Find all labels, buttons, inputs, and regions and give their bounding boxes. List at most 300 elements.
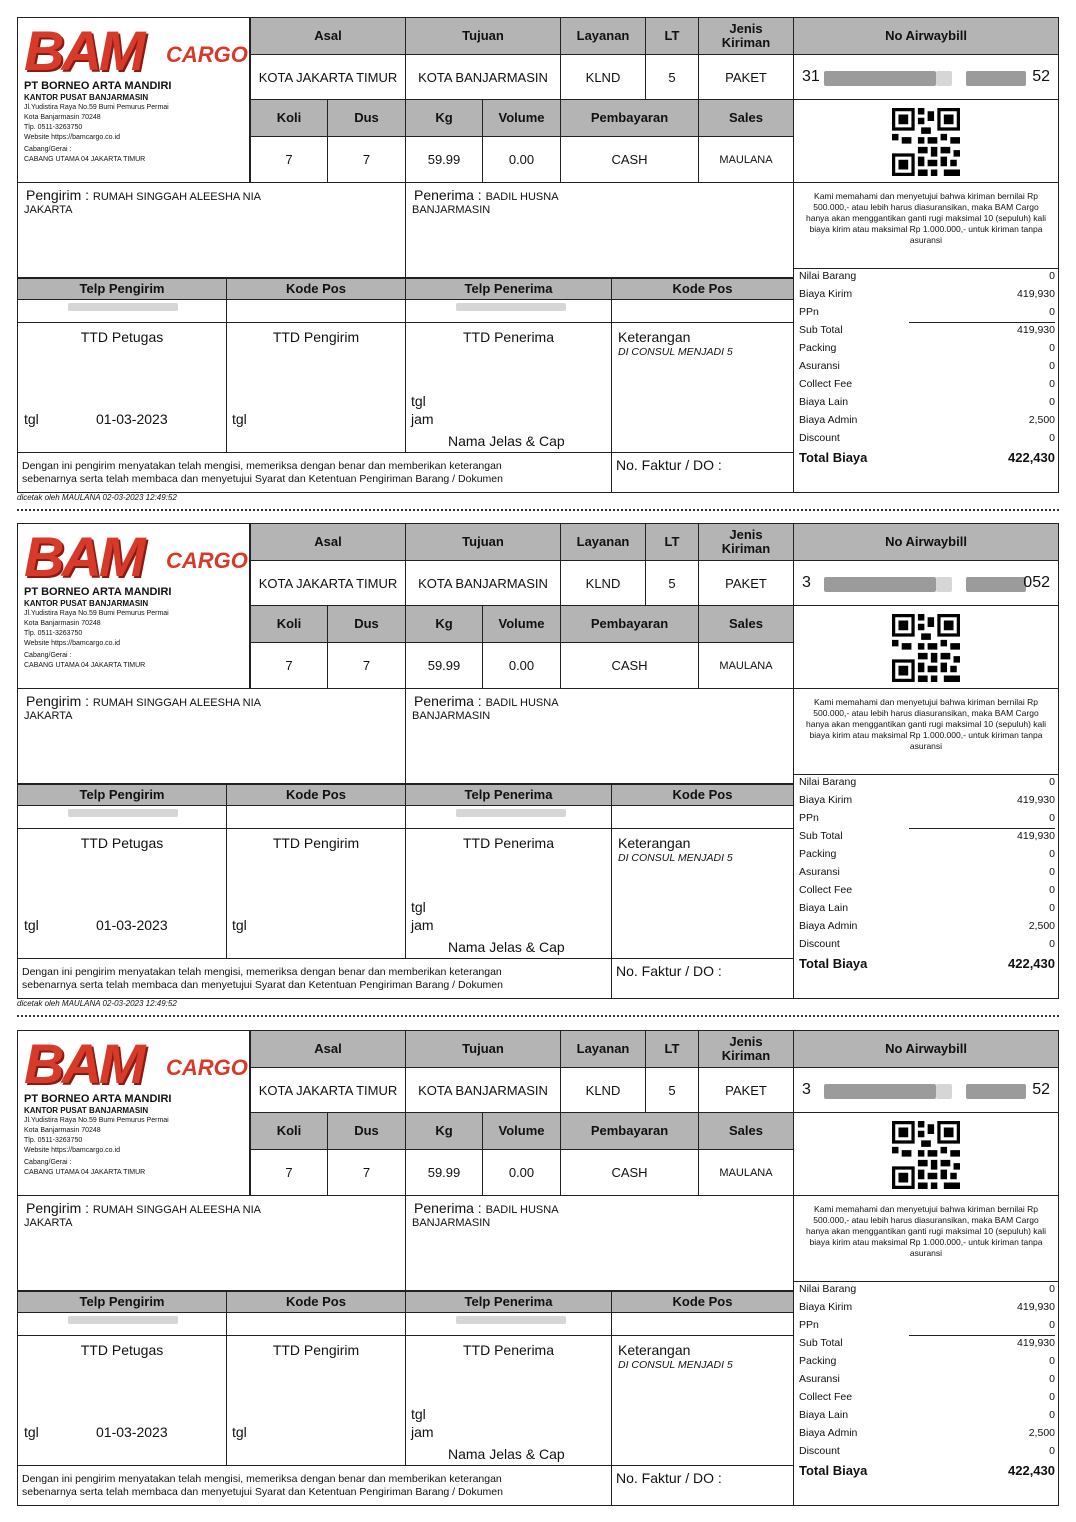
fee-value: 419,930 (1017, 288, 1055, 300)
redacted-airwaybill (936, 1084, 952, 1099)
sender-statement: Dengan ini pengirim menyatakan telah mengisi, memeriksa dengan benar dan memberikan keterangan sebenarnya serta telah membaca dan menyetujui Syarat dan Ketentuan Pengiriman Barang / Dokumen (22, 460, 503, 485)
total-label: Total Biaya (799, 1463, 868, 1478)
fee-label: Packing (799, 342, 837, 354)
redacted-airwaybill (966, 577, 1026, 592)
fee-value: 0 (1049, 902, 1055, 914)
company-office: KANTOR PUSAT BANJARMASIN (24, 1106, 149, 1115)
total-label: Total Biaya (799, 450, 868, 465)
ttd-pengirim-label: TTD Pengirim (272, 1342, 360, 1358)
pengirim-box (17, 1195, 406, 1291)
fee-label: Nilai Barang (799, 1283, 857, 1295)
pengirim-city: JAKARTA (24, 204, 73, 216)
airwaybill-suffix: 052 (1023, 574, 1050, 591)
airwaybill-suffix: 52 (1032, 68, 1050, 85)
header-asal: Asal (250, 17, 406, 55)
company-info (24, 1093, 171, 1178)
cut-line-divider (17, 1015, 1059, 1017)
fee-value: 0 (1049, 1319, 1055, 1331)
jam-label: jam (411, 411, 434, 427)
company-info (24, 80, 171, 165)
faktur-box (611, 958, 794, 999)
company-address: Jl.Yudistira Raya No.59 Bumi Pemurus Permai (24, 610, 169, 617)
pengirim-label: Pengirim : RUMAH SINGGAH ALEESHA NIA (26, 1200, 262, 1216)
fee-label: Biaya Kirim (799, 288, 853, 300)
tgl-label: tgl (24, 411, 39, 427)
fee-value: 0 (1049, 1391, 1055, 1403)
airwaybill-prefix: 3 (802, 1081, 811, 1098)
fee-label: Collect Fee (799, 884, 853, 896)
fee-label: Asuransi (799, 866, 840, 878)
ttd-penerima-label: TTD Penerima (462, 835, 555, 851)
keterangan-box (611, 322, 794, 453)
fee-value: 419,930 (1017, 830, 1055, 842)
fee-value: 0 (1049, 812, 1055, 824)
redacted-phone (68, 303, 178, 311)
kg-value: 59.99 (405, 1149, 483, 1196)
fee-value: 0 (1049, 270, 1055, 282)
ttd-pengirim-box (226, 1335, 406, 1466)
tgl-label: tgl (232, 1424, 247, 1440)
branch-label: Cabang/Gerai : (24, 146, 72, 153)
fee-value: 0 (1049, 378, 1055, 390)
penerima-name: BADIL HUSNA (485, 697, 559, 709)
kode-pos-penerima-value (611, 1312, 794, 1336)
jenis-value: PAKET (698, 1067, 794, 1113)
company-name: PT BORNEO ARTA MANDIRI (24, 1093, 172, 1105)
tgl-label: tgl (411, 1406, 426, 1422)
fees-divider (793, 268, 1059, 269)
airwaybill-field (793, 560, 1059, 606)
tujuan-value: KOTA BANJARMASIN (405, 560, 561, 606)
header-jenis-kiriman: Jenis Kiriman (698, 1030, 794, 1068)
fee-value: 0 (1049, 1445, 1055, 1457)
header-lt: LT (645, 17, 699, 55)
fee-label: Sub Total (799, 830, 843, 842)
header-tujuan: Tujuan (405, 523, 561, 561)
tgl-label: tgl (24, 1424, 39, 1440)
koli-value: 7 (250, 1149, 328, 1196)
qr-code-icon (892, 614, 960, 682)
ttd-penerima-label: TTD Penerima (462, 1342, 555, 1358)
header-pembayaran: Pembayaran (560, 99, 699, 137)
header-sales: Sales (698, 99, 794, 137)
penerima-city: BANJARMASIN (412, 710, 491, 722)
fee-row (799, 1427, 1055, 1445)
qr-code-icon (892, 108, 960, 176)
header-jenis-kiriman: Jenis Kiriman (698, 523, 794, 561)
ttd-petugas-label: TTD Petugas (80, 835, 164, 851)
qr-code-icon (892, 1121, 960, 1189)
penerima-label: Penerima : BADIL HUSNA (414, 187, 559, 203)
company-city: Kota Banjarmasin 70248 (24, 1127, 101, 1134)
keterangan-label: Keterangan (618, 329, 691, 345)
printed-by: dicetak oleh MAULANA 02-03-2023 12:49:52 (17, 493, 177, 502)
kode-pos-penerima-value (611, 299, 794, 323)
keterangan-label: Keterangan (618, 1342, 691, 1358)
insurance-disclaimer: Kami memahami dan menyetujui bahwa kiriman bernilai Rp 500.000,- atau lebih harus diasuransikan, maka BAM Cargo hanya akan menggantikan ganti rugi maksimal 10 (sepuluh) kali biaya kirim atau maksimal Rp 1.000.000,- untuk kiriman tanpa asuransi (805, 191, 1047, 245)
fee-value: 0 (1049, 396, 1055, 408)
branch-name: CABANG UTAMA 04 JAKARTA TIMUR (24, 662, 146, 669)
sales-value: MAULANA (698, 642, 794, 689)
faktur-label: No. Faktur / DO : (616, 457, 722, 473)
branch-label: Cabang/Gerai : (24, 1159, 72, 1166)
tgl-petugas-value: 01-03-2023 (96, 917, 168, 933)
company-website: Website https://bamcargo.co.id (24, 1147, 120, 1154)
jam-label: jam (411, 1424, 434, 1440)
penerima-label: Penerima : BADIL HUSNA (414, 693, 559, 709)
fee-label: Nilai Barang (799, 270, 857, 282)
receipt-copy (17, 523, 1059, 999)
fee-row (799, 830, 1055, 848)
company-info (24, 586, 171, 671)
company-city: Kota Banjarmasin 70248 (24, 620, 101, 627)
ttd-penerima-label: TTD Penerima (462, 329, 555, 345)
company-name: PT BORNEO ARTA MANDIRI (24, 80, 172, 92)
ttd-penerima-box (405, 1335, 612, 1466)
pembayaran-value: CASH (560, 1149, 699, 1196)
fee-value: 2,500 (1028, 414, 1055, 426)
header-asal: Asal (250, 1030, 406, 1068)
ttd-petugas-box (17, 828, 227, 959)
statement-box (17, 1465, 612, 1506)
keterangan-value: DI CONSUL MENJADI 5 (618, 852, 733, 864)
fee-row (799, 1301, 1055, 1319)
faktur-box (611, 452, 794, 493)
fee-label: Biaya Lain (799, 396, 849, 408)
fee-label: Biaya Lain (799, 1409, 849, 1421)
pengirim-city: JAKARTA (24, 1217, 73, 1229)
company-city: Kota Banjarmasin 70248 (24, 114, 101, 121)
fee-row (799, 794, 1055, 812)
pengirim-name: RUMAH SINGGAH ALEESHA NIA (92, 191, 262, 203)
redacted-phone (456, 1316, 566, 1324)
header-telp-penerima: Telp Penerima (405, 278, 612, 300)
subtotal-line (909, 322, 1055, 323)
receipt-copy (17, 17, 1059, 493)
telp-penerima-value (405, 805, 612, 829)
fee-value: 0 (1049, 776, 1055, 788)
receipt-copy (17, 1030, 1059, 1506)
company-office: KANTOR PUSAT BANJARMASIN (24, 599, 149, 608)
header-kode-pos-pengirim: Kode Pos (226, 784, 406, 806)
penerima-name: BADIL HUSNA (485, 191, 559, 203)
ttd-penerima-box (405, 828, 612, 959)
pengirim-name: RUMAH SINGGAH ALEESHA NIA (92, 1204, 262, 1216)
tujuan-value: KOTA BANJARMASIN (405, 54, 561, 100)
fee-row (799, 776, 1055, 794)
fee-value: 0 (1049, 360, 1055, 372)
company-address: Jl.Yudistira Raya No.59 Bumi Pemurus Permai (24, 1117, 169, 1124)
redacted-phone (68, 1316, 178, 1324)
fee-label: Biaya Admin (799, 920, 858, 932)
total-biaya-row (799, 1463, 1055, 1481)
header-pembayaran: Pembayaran (560, 605, 699, 643)
asal-value: KOTA JAKARTA TIMUR (250, 54, 406, 100)
pembayaran-value: CASH (560, 136, 699, 183)
layanan-value: KLND (560, 1067, 646, 1113)
header-layanan: Layanan (560, 17, 646, 55)
header-telp-pengirim: Telp Pengirim (17, 784, 227, 806)
header-kode-pos-penerima: Kode Pos (611, 784, 794, 806)
header-tujuan: Tujuan (405, 17, 561, 55)
penerima-box (405, 182, 794, 278)
fee-row (799, 1355, 1055, 1373)
fee-value: 0 (1049, 1409, 1055, 1421)
insurance-disclaimer: Kami memahami dan menyetujui bahwa kiriman bernilai Rp 500.000,- atau lebih harus diasuransikan, maka BAM Cargo hanya akan menggantikan ganti rugi maksimal 10 (sepuluh) kali biaya kirim atau maksimal Rp 1.000.000,- untuk kiriman tanpa asuransi (805, 1204, 1047, 1258)
airwaybill-field (793, 1067, 1059, 1113)
asal-value: KOTA JAKARTA TIMUR (250, 560, 406, 606)
company-phone: Tlp. 0511-3263750 (24, 630, 83, 637)
header-lt: LT (645, 1030, 699, 1068)
faktur-box (611, 1465, 794, 1506)
kode-pos-pengirim-value (226, 299, 406, 323)
kode-pos-penerima-value (611, 805, 794, 829)
fee-label: Discount (799, 432, 840, 444)
asal-value: KOTA JAKARTA TIMUR (250, 1067, 406, 1113)
cut-line-divider (17, 509, 1059, 511)
fee-label: Sub Total (799, 324, 843, 336)
header-lt: LT (645, 523, 699, 561)
ttd-petugas-label: TTD Petugas (80, 1342, 164, 1358)
penerima-box (405, 1195, 794, 1291)
fees-divider (793, 774, 1059, 775)
header-dus: Dus (327, 99, 406, 137)
keterangan-value: DI CONSUL MENJADI 5 (618, 1359, 733, 1371)
fee-label: Asuransi (799, 1373, 840, 1385)
pengirim-box (17, 688, 406, 784)
volume-value: 0.00 (482, 1149, 561, 1196)
subtotal-line (909, 1335, 1055, 1336)
qr-code-cell (793, 99, 1059, 183)
fee-row (799, 902, 1055, 920)
total-biaya-row (799, 450, 1055, 468)
fee-value: 0 (1049, 306, 1055, 318)
company-address: Jl.Yudistira Raya No.59 Bumi Pemurus Permai (24, 104, 169, 111)
fee-value: 0 (1049, 866, 1055, 878)
fee-value: 419,930 (1017, 1301, 1055, 1313)
company-phone: Tlp. 0511-3263750 (24, 124, 83, 131)
header-dus: Dus (327, 1112, 406, 1150)
koli-value: 7 (250, 642, 328, 689)
header-volume: Volume (482, 99, 561, 137)
header-sales: Sales (698, 605, 794, 643)
redacted-phone (68, 809, 178, 817)
header-layanan: Layanan (560, 523, 646, 561)
layanan-value: KLND (560, 560, 646, 606)
header-kg: Kg (405, 99, 483, 137)
header-koli: Koli (250, 1112, 328, 1150)
fee-row (799, 270, 1055, 288)
sender-statement: Dengan ini pengirim menyatakan telah mengisi, memeriksa dengan benar dan memberikan keterangan sebenarnya serta telah membaca dan menyetujui Syarat dan Ketentuan Pengiriman Barang / Dokumen (22, 1473, 503, 1498)
fee-row (799, 324, 1055, 342)
layanan-value: KLND (560, 54, 646, 100)
fee-label: Asuransi (799, 360, 840, 372)
total-biaya-row (799, 956, 1055, 974)
header-koli: Koli (250, 99, 328, 137)
fee-label: Discount (799, 938, 840, 950)
fee-row (799, 1391, 1055, 1409)
header-sales: Sales (698, 1112, 794, 1150)
total-label: Total Biaya (799, 956, 868, 971)
fee-row (799, 866, 1055, 884)
ttd-pengirim-box (226, 828, 406, 959)
penerima-name: BADIL HUSNA (485, 1204, 559, 1216)
ttd-pengirim-label: TTD Pengirim (272, 835, 360, 851)
nama-jelas-label: Nama Jelas & Cap (448, 939, 565, 955)
ttd-penerima-box (405, 322, 612, 453)
branch-label: Cabang/Gerai : (24, 652, 72, 659)
qr-code-cell (793, 1112, 1059, 1196)
company-block (17, 1030, 250, 1196)
header-koli: Koli (250, 605, 328, 643)
ttd-petugas-label: TTD Petugas (80, 329, 164, 345)
redacted-airwaybill (966, 71, 1026, 86)
fee-value: 0 (1049, 938, 1055, 950)
fee-label: Biaya Kirim (799, 1301, 853, 1313)
nama-jelas-label: Nama Jelas & Cap (448, 433, 565, 449)
pengirim-box (17, 182, 406, 278)
fee-label: Collect Fee (799, 1391, 853, 1403)
sales-value: MAULANA (698, 1149, 794, 1196)
airwaybill-suffix: 52 (1032, 1081, 1050, 1098)
fee-label: Collect Fee (799, 378, 853, 390)
header-telp-pengirim: Telp Pengirim (17, 278, 227, 300)
faktur-label: No. Faktur / DO : (616, 963, 722, 979)
company-block (17, 17, 250, 183)
statement-box (17, 958, 612, 999)
fee-value: 0 (1049, 884, 1055, 896)
penerima-city: BANJARMASIN (412, 204, 491, 216)
fee-row (799, 288, 1055, 306)
dus-value: 7 (327, 1149, 406, 1196)
volume-value: 0.00 (482, 136, 561, 183)
fee-value: 0 (1049, 1283, 1055, 1295)
fee-row (799, 414, 1055, 432)
penerima-label: Penerima : BADIL HUSNA (414, 1200, 559, 1216)
fee-value: 2,500 (1028, 920, 1055, 932)
fee-value: 2,500 (1028, 1427, 1055, 1439)
fee-value: 419,930 (1017, 1337, 1055, 1349)
jam-label: jam (411, 917, 434, 933)
header-pembayaran: Pembayaran (560, 1112, 699, 1150)
sales-value: MAULANA (698, 136, 794, 183)
fee-row (799, 378, 1055, 396)
fee-label: Discount (799, 1445, 840, 1457)
pengirim-name: RUMAH SINGGAH ALEESHA NIA (92, 697, 262, 709)
redacted-phone (456, 303, 566, 311)
header-airwaybill: No Airwaybill (793, 17, 1059, 55)
tgl-petugas-value: 01-03-2023 (96, 411, 168, 427)
redacted-airwaybill (824, 1084, 936, 1099)
header-kode-pos-penerima: Kode Pos (611, 278, 794, 300)
ttd-pengirim-box (226, 322, 406, 453)
header-jenis-kiriman: Jenis Kiriman (698, 17, 794, 55)
nama-jelas-label: Nama Jelas & Cap (448, 1446, 565, 1462)
company-block (17, 523, 250, 689)
redacted-airwaybill (936, 577, 952, 592)
qr-code-cell (793, 605, 1059, 689)
header-layanan: Layanan (560, 1030, 646, 1068)
dus-value: 7 (327, 642, 406, 689)
fee-label: Biaya Admin (799, 1427, 858, 1439)
header-asal: Asal (250, 523, 406, 561)
telp-pengirim-value (17, 299, 227, 323)
ttd-petugas-box (17, 322, 227, 453)
ttd-petugas-box (17, 1335, 227, 1466)
keterangan-box (611, 1335, 794, 1466)
total-value: 422,430 (1008, 450, 1055, 465)
fee-row (799, 1337, 1055, 1355)
koli-value: 7 (250, 136, 328, 183)
telp-pengirim-value (17, 1312, 227, 1336)
fee-value: 419,930 (1017, 794, 1055, 806)
kg-value: 59.99 (405, 136, 483, 183)
fee-row (799, 848, 1055, 866)
company-website: Website https://bamcargo.co.id (24, 640, 120, 647)
branch-name: CABANG UTAMA 04 JAKARTA TIMUR (24, 156, 146, 163)
redacted-airwaybill (966, 1084, 1026, 1099)
printed-by: dicetak oleh MAULANA 02-03-2023 12:49:52 (17, 999, 177, 1008)
header-kg: Kg (405, 1112, 483, 1150)
redacted-airwaybill (824, 577, 936, 592)
redacted-airwaybill (936, 71, 952, 86)
fee-value: 419,930 (1017, 324, 1055, 336)
fee-row (799, 920, 1055, 938)
tujuan-value: KOTA BANJARMASIN (405, 1067, 561, 1113)
header-telp-pengirim: Telp Pengirim (17, 1291, 227, 1313)
pengirim-label: Pengirim : RUMAH SINGGAH ALEESHA NIA (26, 693, 262, 709)
branch-name: CABANG UTAMA 04 JAKARTA TIMUR (24, 1169, 146, 1176)
bam-cargo-logo: BAM CARGO (24, 1032, 248, 1095)
fee-row (799, 396, 1055, 414)
airwaybill-prefix: 3 (802, 574, 811, 591)
header-kode-pos-pengirim: Kode Pos (226, 1291, 406, 1313)
lt-value: 5 (645, 560, 699, 606)
header-tujuan: Tujuan (405, 1030, 561, 1068)
fee-label: Packing (799, 848, 837, 860)
fee-label: PPn (799, 1319, 819, 1331)
fee-row (799, 1445, 1055, 1463)
subtotal-line (909, 828, 1055, 829)
fee-label: Biaya Admin (799, 414, 858, 426)
header-volume: Volume (482, 605, 561, 643)
lt-value: 5 (645, 54, 699, 100)
header-airwaybill: No Airwaybill (793, 523, 1059, 561)
company-name: PT BORNEO ARTA MANDIRI (24, 586, 172, 598)
dus-value: 7 (327, 136, 406, 183)
company-office: KANTOR PUSAT BANJARMASIN (24, 93, 149, 102)
insurance-disclaimer: Kami memahami dan menyetujui bahwa kiriman bernilai Rp 500.000,- atau lebih harus diasuransikan, maka BAM Cargo hanya akan menggantikan ganti rugi maksimal 10 (sepuluh) kali biaya kirim atau maksimal Rp 1.000.000,- untuk kiriman tanpa asuransi (805, 697, 1047, 751)
fee-label: Biaya Kirim (799, 794, 853, 806)
jenis-value: PAKET (698, 54, 794, 100)
redacted-phone (456, 809, 566, 817)
fee-row (799, 938, 1055, 956)
fee-label: Biaya Lain (799, 902, 849, 914)
header-telp-penerima: Telp Penerima (405, 1291, 612, 1313)
kg-value: 59.99 (405, 642, 483, 689)
total-value: 422,430 (1008, 1463, 1055, 1478)
keterangan-value: DI CONSUL MENJADI 5 (618, 346, 733, 358)
ttd-pengirim-label: TTD Pengirim (272, 329, 360, 345)
keterangan-label: Keterangan (618, 835, 691, 851)
tgl-petugas-value: 01-03-2023 (96, 1424, 168, 1440)
kode-pos-pengirim-value (226, 805, 406, 829)
fee-value: 0 (1049, 1355, 1055, 1367)
tgl-label: tgl (411, 393, 426, 409)
kode-pos-pengirim-value (226, 1312, 406, 1336)
fee-row (799, 1373, 1055, 1391)
fee-label: PPn (799, 306, 819, 318)
